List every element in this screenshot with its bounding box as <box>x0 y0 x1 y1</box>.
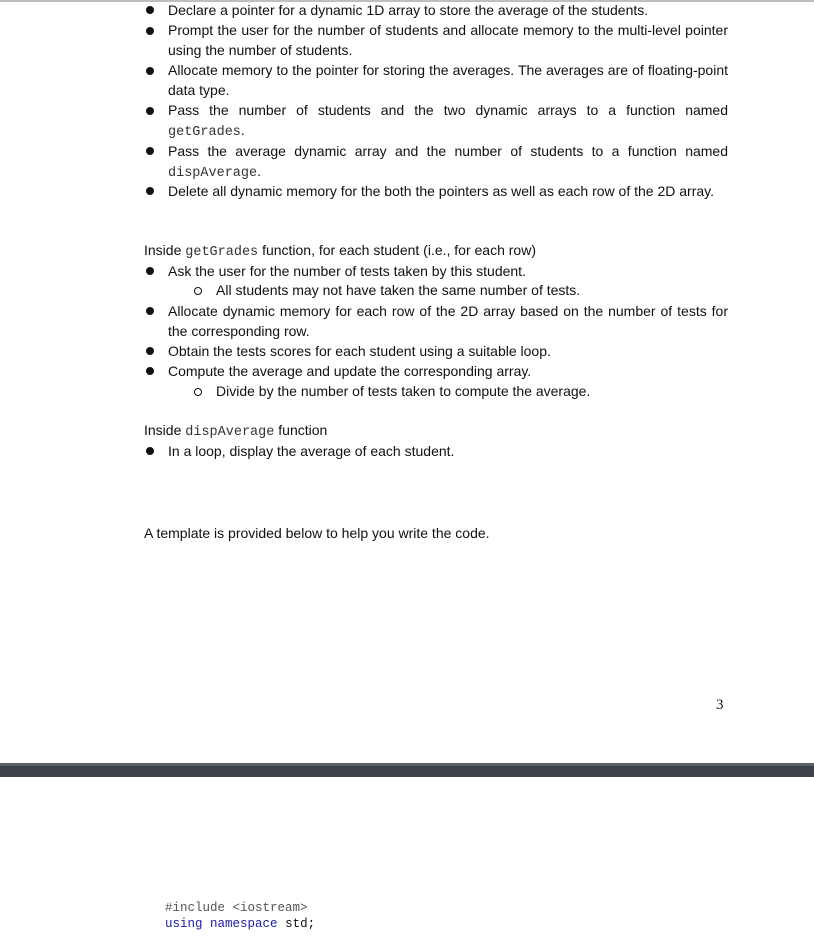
bullet-icon <box>146 367 154 375</box>
list-item-compute-average: Compute the average and update the corresponding array. <box>168 363 532 379</box>
document-page-4 <box>0 777 814 938</box>
bullet-icon <box>146 107 154 115</box>
punctuation: . <box>257 163 262 179</box>
list-item-prompt-students: Prompt the user for the number of students and allocate memory to the multi-level pointer using the number of students. <box>168 22 728 58</box>
list-item-declare-pointer: Declare a pointer for a dynamic 1D array to store the average of the students. <box>168 2 649 18</box>
bullet-icon <box>146 267 154 275</box>
sub-item-divide: Divide by the number of tests taken to compute the average. <box>216 383 591 399</box>
bullet-icon <box>146 187 154 195</box>
sub-item-not-same-tests: All students may not have taken the same number of tests. <box>216 282 581 298</box>
page-separator <box>0 763 814 778</box>
intro-text: Inside <box>144 422 182 438</box>
preprocessor-directive: #include <box>165 901 226 915</box>
list-item-text: Pass the number of students and the two dynamic arrays to a function named <box>168 102 728 118</box>
list-item-delete-memory: Delete all dynamic memory for the both the pointers as well as each row of the 2D array. <box>168 183 714 199</box>
bullet-icon <box>146 27 154 35</box>
list-item-ask-tests: Ask the user for the number of tests taken by this student. <box>168 263 526 279</box>
list-item-allocate-averages: Allocate memory to the pointer for storing the averages. The averages are of floating-point data type. <box>168 62 728 98</box>
list-item-obtain-scores: Obtain the tests scores for each student using a suitable loop. <box>168 343 551 359</box>
intro-text: function, for each student (i.e., for each row) <box>262 242 536 258</box>
bullet-icon <box>146 6 154 14</box>
getgrades-section-intro <box>144 240 536 263</box>
namespace-std: std; <box>285 917 316 931</box>
hollow-bullet-icon <box>194 287 202 295</box>
function-name-getgrades: getGrades <box>168 125 241 140</box>
function-name-dispaverage: dispAverage <box>168 166 258 181</box>
intro-text: Inside <box>144 242 182 258</box>
keyword-namespace: namespace <box>210 917 278 931</box>
code-line-using <box>165 916 315 932</box>
include-header: <iostream> <box>232 901 308 915</box>
hollow-bullet-icon <box>194 388 202 396</box>
template-note: A template is provided below to help you write the code. <box>144 525 490 541</box>
page-number: 3 <box>716 697 724 713</box>
list-item-display-average: In a loop, display the average of each student. <box>168 443 455 459</box>
code-line-include <box>165 900 308 916</box>
bullet-icon <box>146 447 154 455</box>
bullet-icon <box>146 347 154 355</box>
list-item-pass-getgrades <box>168 100 728 143</box>
dispaverage-section-intro <box>144 420 327 443</box>
intro-text: function <box>278 422 328 438</box>
list-item-text: Pass the average dynamic array and the number of students to a function named <box>168 143 728 159</box>
bullet-icon <box>146 307 154 315</box>
list-item-allocate-rows: Allocate dynamic memory for each row of the 2D array based on the number of tests for the corresponding row. <box>168 303 728 339</box>
bullet-icon <box>146 67 154 75</box>
function-name-dispaverage: dispAverage <box>185 425 275 440</box>
function-name-getgrades: getGrades <box>185 245 259 260</box>
list-item-pass-dispaverage <box>168 141 728 184</box>
punctuation: . <box>240 122 245 138</box>
bullet-icon <box>146 147 154 155</box>
keyword-using: using <box>165 917 203 931</box>
